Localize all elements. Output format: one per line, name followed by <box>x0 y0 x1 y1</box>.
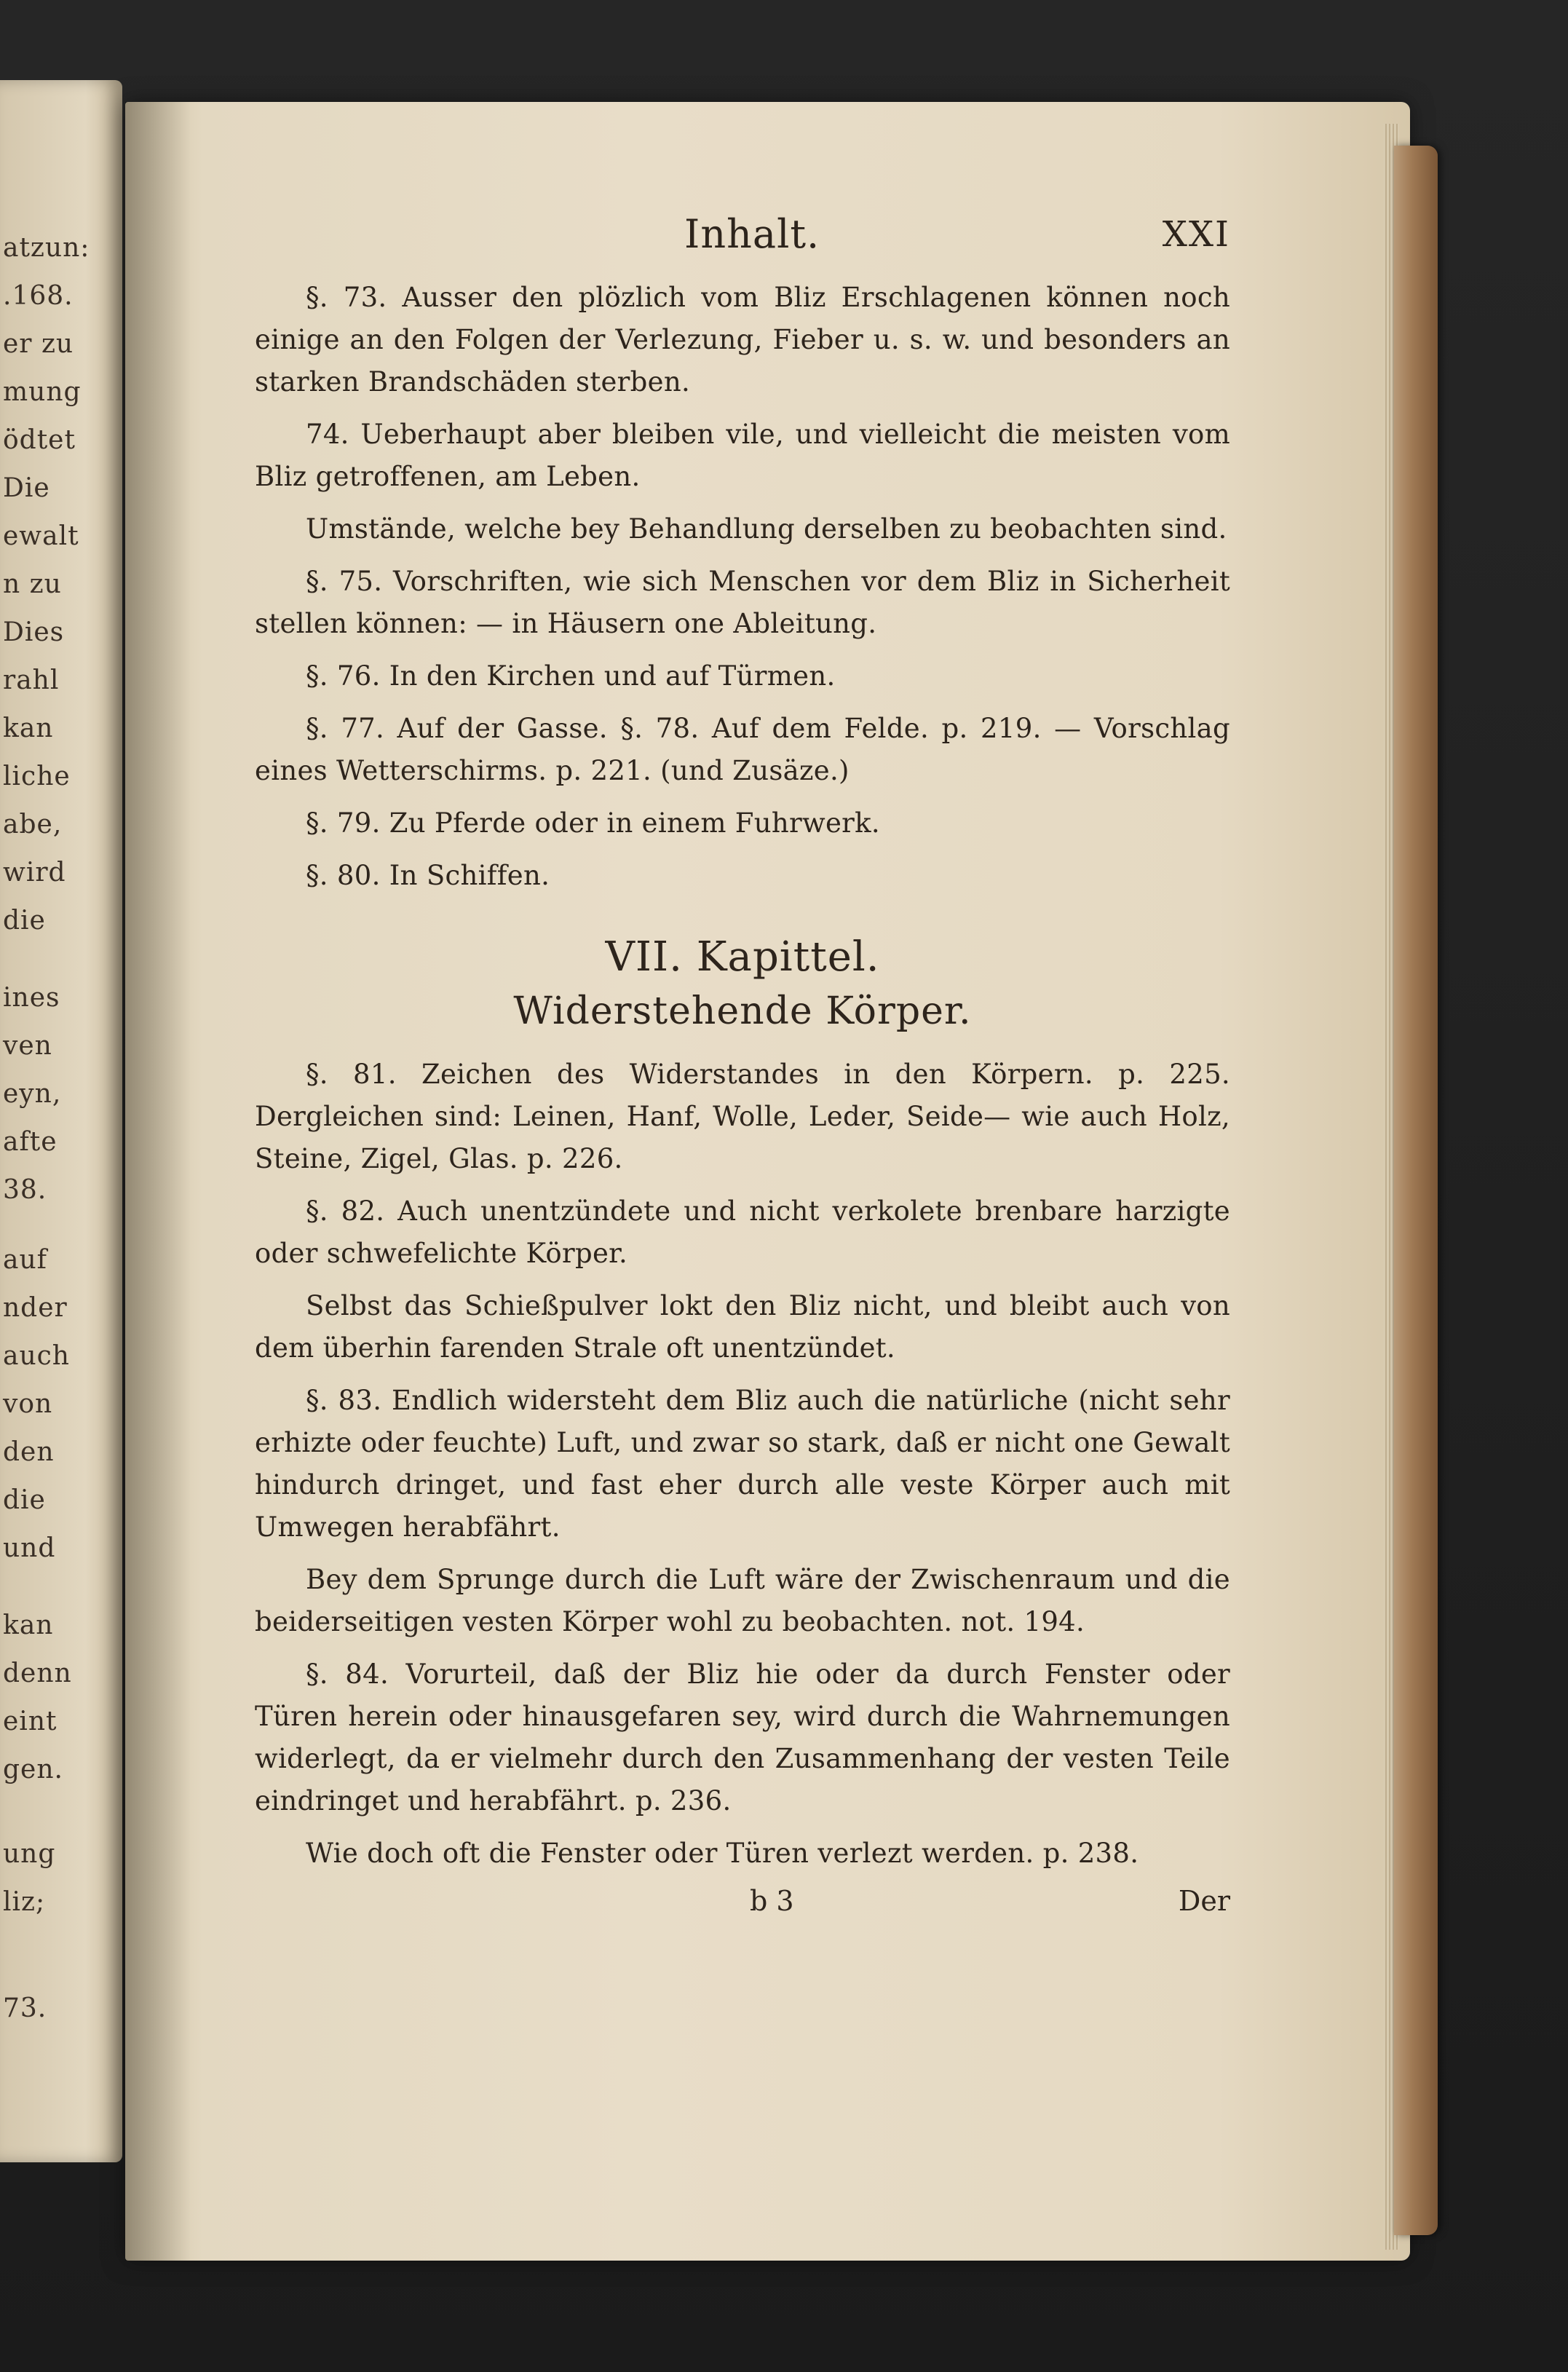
paragraph-74: 74. Ueberhaupt aber bleiben vile, und vielleicht die meisten vom Bliz getroffenen, am Leben. <box>255 419 1230 492</box>
left-page-fragment: auch <box>3 1341 70 1371</box>
left-page-fragment: nder <box>3 1293 68 1323</box>
spine-shadow <box>125 102 191 2261</box>
left-page-fragment: kan <box>3 713 54 743</box>
page-content <box>255 211 1230 1929</box>
left-page-fragment: ven <box>3 1031 52 1061</box>
left-page-fragment: eyn, <box>3 1079 62 1109</box>
header-title: Inhalt. <box>684 211 820 257</box>
paragraph-84: §. 84. Vorurteil, daß der Bliz hie oder da durch Fenster oder Türen herein oder hinausgefaren sey, wird durch die Wahrnemungen widerlegt, da er vielmehr durch den Zusammenhang der vesten Teile eindringet und herabfährt. p. 236. <box>255 1659 1230 1816</box>
left-page-fragment: afte <box>3 1127 58 1157</box>
left-page-fragment: liche <box>3 762 71 791</box>
paragraph-77-78: §. 77. Auf der Gasse. §. 78. Auf dem Felde. p. 219. — Vorschlag eines Wetterschirms. p. 221. (und Zusäze.) <box>255 713 1230 786</box>
paragraph-82-sub: Selbst das Schießpulver lokt den Bliz nicht, und bleibt auch von dem überhin farenden Strale oft unentzündet. <box>255 1290 1230 1364</box>
left-page-fragment: kan <box>3 1610 54 1640</box>
left-page-fragment: n zu <box>3 569 62 599</box>
paragraph-80: §. 80. In Schiffen. <box>306 860 550 891</box>
left-page-fragment: Die <box>3 473 50 503</box>
left-page-fragment: 73. <box>3 1993 47 2023</box>
chapter-title: Widerstehende Körper. <box>513 989 972 1033</box>
left-page-fragment: atzun: <box>3 233 90 263</box>
left-page-fragment: und <box>3 1533 56 1563</box>
paragraph-79: §. 79. Zu Pferde oder in einem Fuhrwerk. <box>306 807 880 839</box>
previous-page-edge <box>0 80 122 2162</box>
left-page-fragment: den <box>3 1437 55 1467</box>
paragraph-73: §. 73. Ausser den plözlich vom Bliz Erschlagenen können noch einige an den Folgen der Verlezung, Fieber u. s. w. und besonders an starken Brandschäden sterben. <box>255 282 1230 398</box>
left-page-fragment: ewalt <box>3 521 79 551</box>
left-page-fragment: wird <box>3 858 66 887</box>
left-page-fragment: mung <box>3 377 82 407</box>
page-number: XXI <box>1162 214 1230 255</box>
paragraph-76: §. 76. In den Kirchen und auf Türmen. <box>306 660 836 692</box>
left-page-fragment: von <box>3 1389 53 1419</box>
running-header <box>255 211 1230 277</box>
paragraph-83-sub: Bey dem Sprunge durch die Luft wäre der Zwischenraum und die beiderseitigen vesten Körper wohl zu beobachten. not. 194. <box>255 1564 1230 1637</box>
paragraph-74-sub: Umstände, welche bey Behandlung derselben zu beobachten sind. <box>306 513 1227 545</box>
paragraph-83: §. 83. Endlich widersteht dem Bliz auch die natürliche (nicht sehr erhizte oder feuchte) Luft, und zwar so stark, daß er nicht one Gewalt hindurch dringet, und fast eher durch alle veste Körper auch mit Umwegen herabfährt. <box>255 1385 1230 1543</box>
left-page-fragment: die <box>3 906 46 936</box>
left-page-fragment: er zu <box>3 329 74 359</box>
left-page-fragment: .168. <box>3 281 74 311</box>
left-page-fragment: denn <box>3 1659 72 1688</box>
signature-mark: b 3 <box>750 1885 794 1917</box>
catchword: Der <box>1178 1885 1230 1917</box>
left-page-fragment: abe, <box>3 810 63 839</box>
left-page-fragment: gen. <box>3 1755 63 1784</box>
left-page-fragment: ung <box>3 1839 56 1869</box>
left-page-fragment: ödtet <box>3 425 76 455</box>
left-page-fragment: die <box>3 1485 46 1515</box>
left-page-fragment: rahl <box>3 665 60 695</box>
page-footer <box>255 1885 1230 1929</box>
chapter-heading: VII. Kapittel. <box>605 933 880 981</box>
left-page-fragment: Dies <box>3 617 65 647</box>
paragraph-82: §. 82. Auch unentzündete und nicht verkolete brenbare harzigte oder schwefelichte Körper. <box>255 1195 1230 1269</box>
left-page-fragment: eint <box>3 1707 58 1736</box>
left-page-fragment: auf <box>3 1245 47 1275</box>
paragraph-84-sub: Wie doch oft die Fenster oder Türen verlezt werden. p. 238. <box>306 1838 1139 1869</box>
left-page-fragment: ines <box>3 983 60 1013</box>
paragraph-81: §. 81. Zeichen des Widerstandes in den Körpern. p. 225. Dergleichen sind: Leinen, Hanf, Wolle, Leder, Seide— wie auch Holz, Steine, Zigel, Glas. p. 226. <box>255 1059 1230 1174</box>
book-cover-edge <box>1394 146 1438 2235</box>
paragraph-75: §. 75. Vorschriften, wie sich Menschen vor dem Bliz in Sicherheit stellen können: — in Häusern one Ableitung. <box>255 566 1230 639</box>
left-page-fragment: 38. <box>3 1175 47 1205</box>
left-page-fragment: liz; <box>3 1887 46 1917</box>
